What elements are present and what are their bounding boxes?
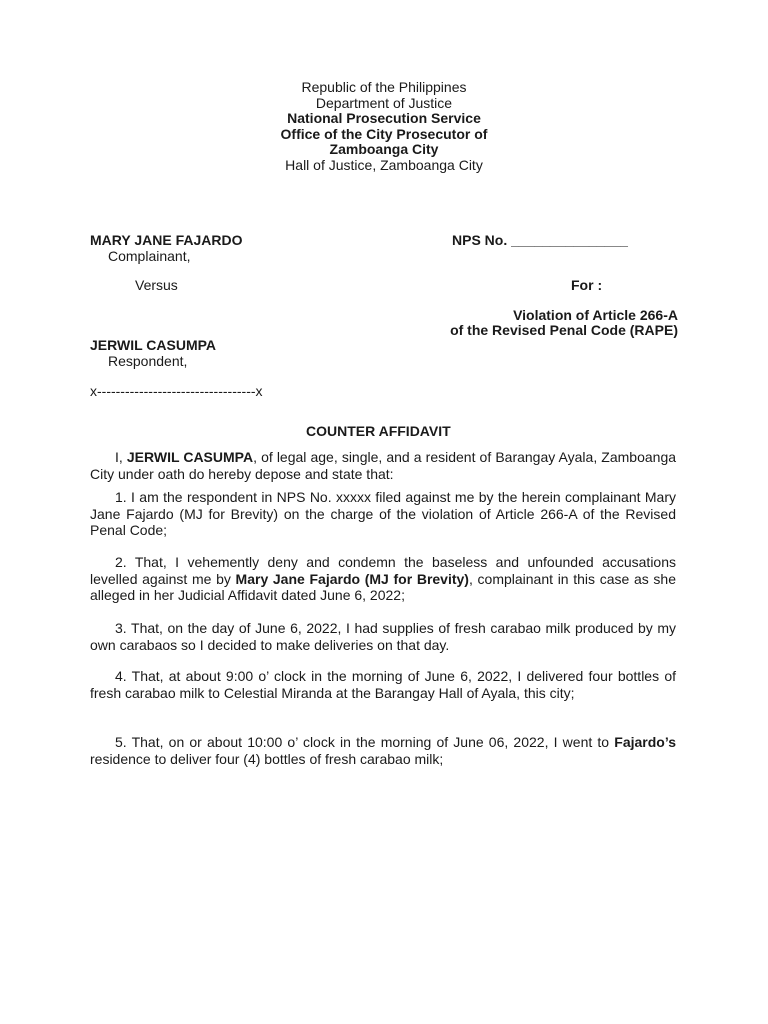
paragraph-5: [90, 734, 676, 767]
respondent-name: JERWIL CASUMPA: [90, 337, 217, 353]
document-title: COUNTER AFFIDAVIT: [306, 423, 451, 439]
paragraph-5-bold: Fajardo’s: [614, 734, 676, 750]
paragraph-2: [90, 554, 676, 604]
paragraph-5-text-a: 5. That, on or about 10:00 o’ clock in the morning of June 06, 2022, I went to: [115, 734, 615, 750]
letterhead-address: Hall of Justice, Zamboanga City: [285, 156, 483, 173]
caption-separator: x----------------------------------x: [90, 383, 263, 399]
intro-paragraph: [90, 449, 676, 482]
letterhead-department: Department of Justice: [315, 94, 453, 111]
complainant-role: Complainant,: [108, 248, 191, 264]
paragraph-2-bold: Mary Jane Fajardo (MJ for Brevity): [235, 570, 469, 587]
paragraph-1: 1. I am the respondent in NPS No. xxxxx filed against me by the herein complainant Mary Jane Fajardo (MJ for Brevity) on the charge of the violation of Article 266-A of the Revised Penal Code;: [90, 489, 676, 538]
letterhead-city: Zamboanga City: [329, 141, 439, 157]
letterhead-office: Office of the City Prosecutor of: [280, 125, 488, 142]
respondent-role: Respondent,: [108, 353, 188, 369]
letterhead: [0, 80, 768, 173]
for-label: For :: [571, 277, 603, 293]
paragraph-4: 4. That, at about 9:00 o’ clock in the morning of June 6, 2022, I delivered four bottles of fresh carabao milk to Celestial Miranda at the Barangay Hall of Ayala, this city;: [90, 668, 676, 701]
paragraph-5-text-b: residence to deliver four (4) bottles of fresh carabao milk;: [90, 750, 444, 767]
paragraph-3: 3. That, on the day of June 6, 2022, I had supplies of fresh carabao milk produced by my own carabaos so I decided to make deliveries on that day.: [90, 620, 676, 653]
versus-label: Versus: [135, 277, 178, 293]
letterhead-service: National Prosecution Service: [287, 110, 481, 126]
complainant-name: MARY JANE FAJARDO: [90, 232, 243, 248]
paragraph-2-text-a: 2. That, I vehemently deny and condemn the baseless and unfounded accusations levelled against me by: [90, 554, 676, 587]
intro-text: , of legal age, single, and a resident of Barangay Ayala, Zamboanga City under oath do hereby depose and state that:: [90, 449, 677, 482]
intro-prefix: I,: [115, 449, 127, 465]
affiant-name: JERWIL CASUMPA: [126, 449, 254, 465]
charge-line-2: of the Revised Penal Code (RAPE): [450, 322, 678, 338]
charge-line-1: Violation of Article 266-A: [513, 307, 678, 323]
paragraph-2-text-b: , complainant in this case as she alleged in her Judicial Affidavit dated June 6, 2022;: [90, 570, 676, 603]
nps-number-field: NPS No. _______________: [452, 232, 628, 248]
letterhead-republic: Republic of the Philippines: [301, 79, 467, 95]
